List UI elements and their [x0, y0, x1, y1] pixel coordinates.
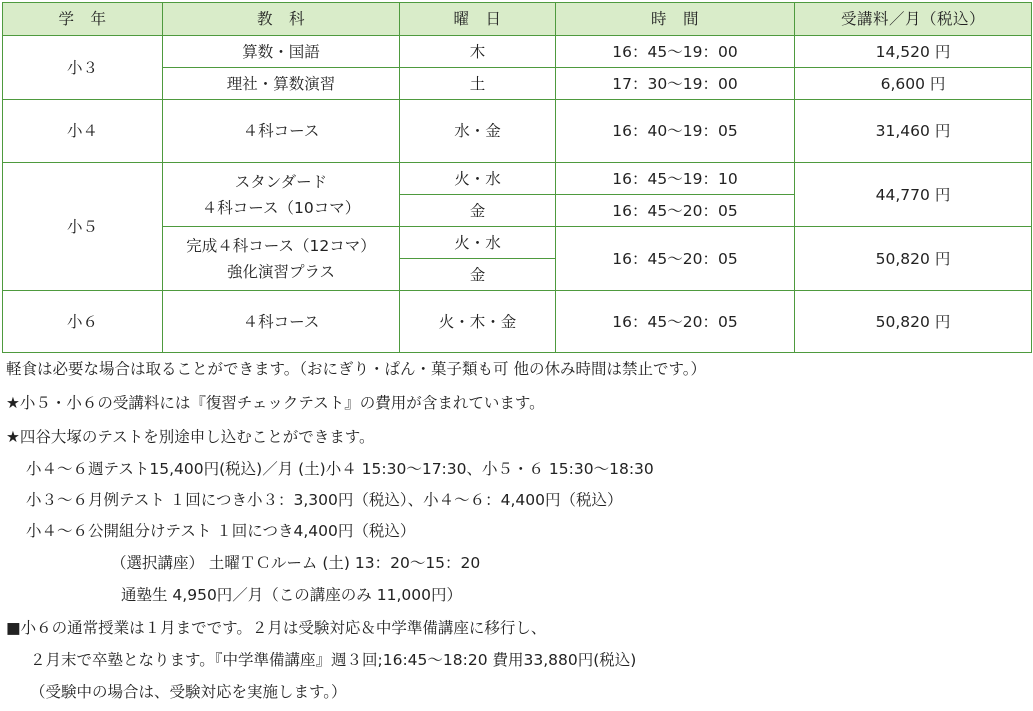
grade-cell: 小６ — [3, 291, 163, 353]
days-cell: 金 — [400, 195, 556, 227]
time-cell: 16：45～19：10 — [556, 163, 795, 195]
time-cell: 17：30～19：00 — [556, 68, 795, 100]
days-cell: 火・水 — [400, 163, 556, 195]
table-row — [3, 36, 1032, 68]
note-line: ２月末で卒塾となります。『中学準備講座』週３回;16:45～18:20 費用33,880円(税込) — [30, 651, 637, 669]
note-line: 小４～６公開組分けテスト １回につき4,400円（税込） — [26, 522, 416, 540]
days-cell: 火・木・金 — [400, 291, 556, 353]
days-cell: 金 — [400, 259, 556, 291]
fee-cell: 50,820 円 — [795, 291, 1032, 353]
table-header-row — [3, 3, 1032, 36]
days-cell: 火・水 — [400, 227, 556, 259]
header-subject: 教 科 — [163, 3, 400, 36]
time-cell: 16：45～20：05 — [556, 291, 795, 353]
table-row — [3, 163, 1032, 195]
subject-cell: 算数・国語 — [163, 36, 400, 68]
subject-cell: 理社・算数演習 — [163, 68, 400, 100]
time-cell: 16：45～19：00 — [556, 36, 795, 68]
header-time: 時 間 — [556, 3, 795, 36]
time-cell: 16：45～20：05 — [556, 195, 795, 227]
days-cell: 木 — [400, 36, 556, 68]
subject-cell — [163, 163, 400, 227]
subject-line: 強化演習プラス — [226, 262, 336, 281]
note-line: ★四谷大塚のテストを別途申し込むことができます。 — [6, 428, 375, 446]
grade-cell: 小４ — [3, 100, 163, 163]
note-line: 通塾生 4,950円／月（この講座のみ 11,000円） — [121, 586, 462, 604]
subject-line: 完成４科コース（12コマ） — [186, 236, 376, 255]
subject-cell: ４科コース — [163, 100, 400, 163]
note-line: （受験中の場合は、受験対応を実施します。） — [30, 683, 347, 701]
table-row — [3, 291, 1032, 353]
fee-table — [2, 2, 1032, 353]
note-line: 小３～６月例テスト １回につき小３：3,300円（税込）、小４～６：4,400円（税込） — [26, 491, 623, 509]
note-line: ★小５・小６の受講料には『復習チェックテスト』の費用が含まれています。 — [6, 394, 545, 412]
fee-cell: 14,520 円 — [795, 36, 1032, 68]
subject-cell: ４科コース — [163, 291, 400, 353]
header-fee: 受講料／月（税込） — [795, 3, 1032, 36]
note-line: ■小６の通常授業は１月までです。２月は受験対応＆中学準備講座に移行し、 — [6, 619, 547, 637]
days-cell: 土 — [400, 68, 556, 100]
subject-cell — [163, 227, 400, 291]
days-cell: 水・金 — [400, 100, 556, 163]
fee-cell: 6,600 円 — [795, 68, 1032, 100]
fee-cell: 50,820 円 — [795, 227, 1032, 291]
note-line: 軽食は必要な場合は取ることができます。（おにぎり・ぱん・菓子類も可 他の休み時間は禁止です。） — [6, 360, 706, 378]
subject-line: ４科コース（10コマ） — [201, 198, 361, 217]
time-cell: 16：40～19：05 — [556, 100, 795, 163]
note-line: 小４～６週テスト15,400円(税込)／月 (土)小４ 15:30～17:30、小５・６ 15:30～18:30 — [26, 460, 654, 478]
time-cell: 16：45～20：05 — [556, 227, 795, 291]
note-line: （選択講座） 土曜ＴＣルーム (土) 13：20～15：20 — [111, 554, 481, 572]
header-days: 曜 日 — [400, 3, 556, 36]
grade-cell: 小５ — [3, 163, 163, 291]
subject-line: スタンダード — [234, 172, 328, 191]
grade-cell: 小３ — [3, 36, 163, 100]
fee-cell: 31,460 円 — [795, 100, 1032, 163]
header-grade: 学 年 — [3, 3, 163, 36]
fee-cell: 44,770 円 — [795, 163, 1032, 227]
table-row — [3, 100, 1032, 163]
